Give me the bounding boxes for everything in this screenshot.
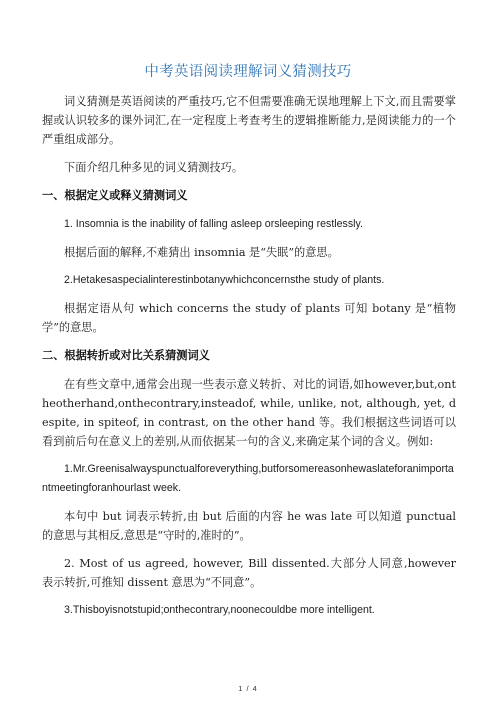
page-title: 中考英语阅读理解词义猜测技巧 — [144, 64, 352, 80]
example-sentence: 3.Thisboyisnotstupid;onthecontrary,noonecouldbe more intelligent. — [64, 604, 375, 616]
explanation-paragraph: 根据后面的解释,不难猜出 insomnia 是“失眠”的意思。 — [64, 246, 339, 259]
section-heading-2: 二、根据转折或对比关系猜测词义 — [42, 349, 210, 362]
section-heading-1: 一、根据定义或释义猜测词义 — [42, 189, 188, 202]
example-sentence: 1.Mr.Greenisalwayspunctualforeverything,butforsomereasonhewaslateforanimportantmeetingforanhourlast week. — [42, 463, 454, 494]
section-intro-paragraph: 在有些文章中,通常会出现一些表示意义转折、对比的词语,如however,but,ontheotherhand,onthecontrary,insteadof, while, unlike, not, although, yet, despite, in spiteof, in contrast, on the other hand 等。我们根据这些词语可以看到前后句在意义上的差别,从而依据某一句的含义,来确定某个词的含义。例如: — [42, 378, 456, 448]
document-body — [42, 92, 456, 629]
example-sentence: 2.Hetakesaspecialinterestinbotanywhichconcernsthe study of plants. — [64, 274, 385, 286]
example-sentence: 2. Most of us agreed, however, Bill dissented.大部分人同意,however 表示转折,可推知 dissent 意思为“不同意”。 — [42, 557, 456, 589]
explanation-paragraph: 根据定语从句 which concerns the study of plants 可知 botany 是“植物学”的意思。 — [42, 302, 456, 334]
example-sentence: 1. Insomnia is the inability of falling asleep orsleeping restlessly. — [64, 218, 363, 230]
explanation-paragraph: 本句中 but 词表示转折,由 but 后面的内容 he was late 可以知道 punctual 的意思与其相反,意思是“守时的,准时的”。 — [42, 510, 456, 542]
intro-paragraph: 词义猜测是英语阅读的严重技巧,它不但需要准确无误地理解上下文,而且需要掌握或认识较多的课外词汇,在一定程度上考查考生的逻辑推断能力,是阅读能力的一个严重组成部分。 — [42, 95, 456, 146]
intro-paragraph-2: 下面介绍几种多见的词义猜测技巧。 — [64, 161, 244, 174]
page-indicator: 1 / 4 — [238, 684, 258, 693]
